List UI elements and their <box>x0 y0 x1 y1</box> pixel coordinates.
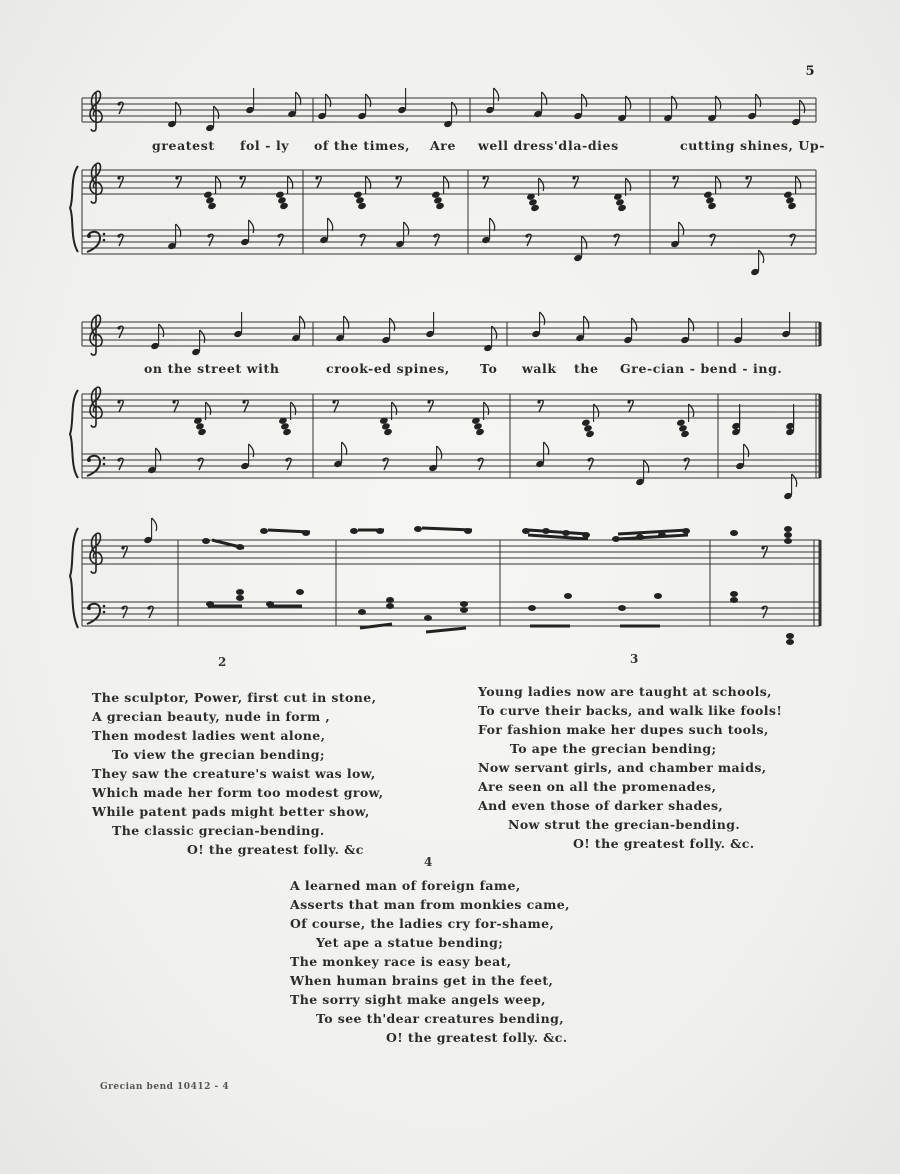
verse-line: Of course, the ladies cry for-shame, <box>290 916 555 931</box>
system1-piano-bass-staff <box>82 230 816 254</box>
verse-line: The classic grecian-bending. <box>112 823 325 838</box>
verse-line: A grecian beauty, nude in form , <box>92 709 331 724</box>
lyric-syllable: To <box>480 361 498 376</box>
verse-line: For fashion make her dupes such tools, <box>478 722 769 737</box>
verse-line: Now strut the grecian-bending. <box>508 817 741 832</box>
system1-piano-treble-staff <box>82 170 816 254</box>
lyric-syllable: well dress'd <box>478 138 568 153</box>
verse-line: To curve their backs, and walk like fools! <box>478 703 783 718</box>
lyric-syllable: fol - ly <box>240 138 290 153</box>
verse-line: While patent pads might better show, <box>92 804 370 819</box>
verse-chorus-ref: O! the greatest folly. &c. <box>573 836 755 851</box>
verse-4 <box>290 876 570 1047</box>
verse-line: To see th'dear creatures bending, <box>316 1011 564 1026</box>
lyric-syllable: la-dies <box>568 138 619 153</box>
verse-line: Then modest ladies went alone, <box>92 728 326 743</box>
system2-piano-bass-staff <box>82 454 820 478</box>
lyric-syllable: cutting shines, Up- <box>680 138 826 153</box>
lyric-syllable: walk <box>522 361 557 376</box>
verse-line: Yet ape a statue bending; <box>316 935 504 950</box>
verse-3 <box>478 682 782 853</box>
lyric-syllable: crook-ed spines, <box>326 361 450 376</box>
system3-brace <box>70 528 78 628</box>
system2-brace <box>70 390 78 478</box>
verse-chorus-ref: O! the greatest folly. &c. <box>386 1030 568 1045</box>
lyric-syllable: the <box>574 361 599 376</box>
verse-line: Are seen on all the promenades, <box>478 779 717 794</box>
verse-line: To ape the grecian bending; <box>510 741 717 756</box>
verse-line: The sorry sight make angels weep, <box>290 992 546 1007</box>
verse-line: When human brains get in the feet, <box>290 973 554 988</box>
lyric-syllable: on the street with <box>144 361 280 376</box>
system3-piano-treble-staff <box>82 540 820 626</box>
lyric-syllable: of the times, <box>314 138 411 153</box>
system3-piano-bass-staff <box>82 602 820 626</box>
footer-plate-number: Grecian bend 10412 - 4 <box>100 1082 230 1092</box>
verse-line: They saw the creature's waist was low, <box>92 766 376 781</box>
system2-piano-treble-staff <box>82 394 820 478</box>
verse-line: Asserts that man from monkies came, <box>290 897 570 912</box>
verse-line: To view the grecian bending; <box>112 747 325 762</box>
verse-line: And even those of darker shades, <box>478 798 724 813</box>
verse-line: The monkey race is easy beat, <box>290 954 512 969</box>
lyric-syllable: Are <box>430 138 457 153</box>
system1-vocal-staff <box>82 98 816 122</box>
system2-vocal-staff <box>82 322 820 346</box>
lyric-syllable: Gre-cian - bend - ing. <box>620 361 783 376</box>
system1-brace <box>70 166 78 252</box>
verse-number-3: 3 <box>630 652 639 666</box>
verse-line: A learned man of foreign fame, <box>290 878 521 893</box>
verse-chorus-ref: O! the greatest folly. &c <box>187 842 364 857</box>
verse-line: Now servant girls, and chamber maids, <box>478 760 767 775</box>
verse-number-2: 2 <box>218 655 227 669</box>
lyric-syllable: greatest <box>152 138 215 153</box>
verse-line: The sculptor, Power, first cut in stone, <box>92 690 377 705</box>
verse-2 <box>92 688 384 859</box>
verse-line: Young ladies now are taught at schools, <box>478 684 772 699</box>
verse-line: Which made her form too modest grow, <box>92 785 384 800</box>
page-number: 5 <box>805 64 815 79</box>
verse-number-4: 4 <box>424 855 433 869</box>
